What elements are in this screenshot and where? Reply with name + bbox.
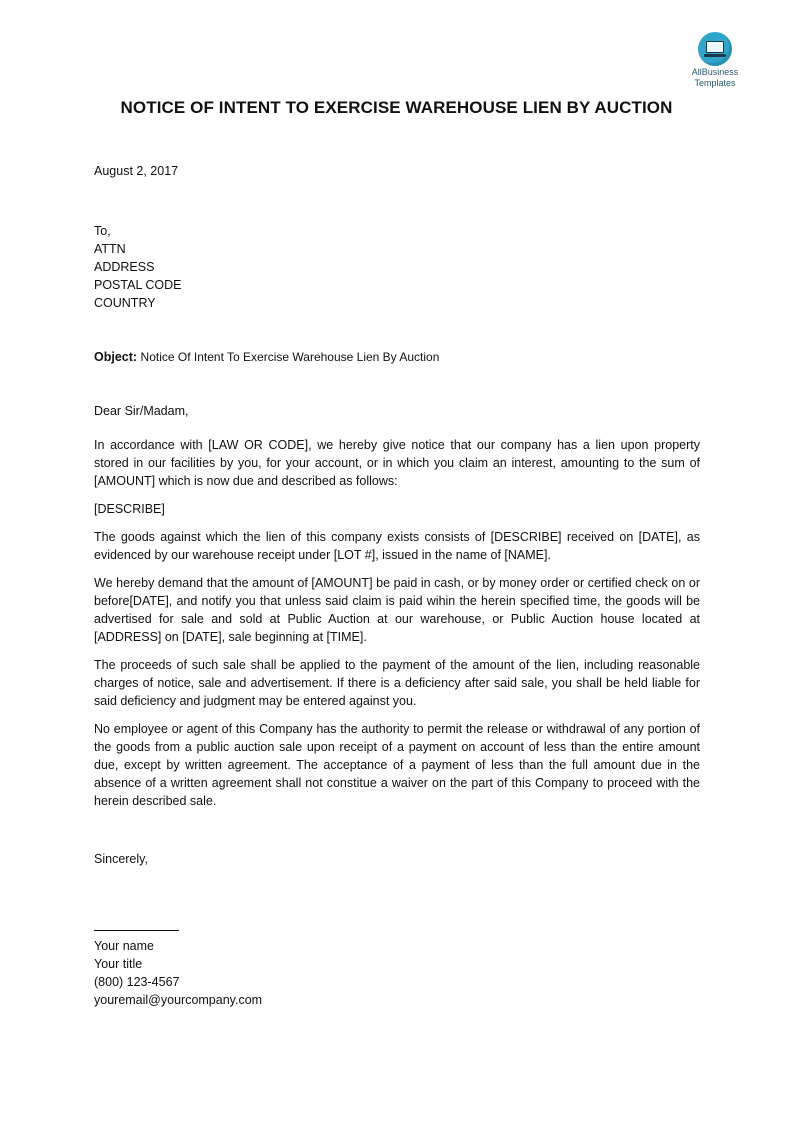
paragraph-goods: The goods against which the lien of this company exists consists of [DESCRIBE] received on [DATE], as evidenced by our warehouse receipt under [LOT #], issued in the name of [NAME]. [94,530,700,562]
paragraph-describe: [DESCRIBE] [94,502,165,516]
object-label: Object: [94,350,138,364]
letter-date: August 2, 2017 [94,164,179,178]
recipient-block [94,222,700,312]
brand-logo [684,32,746,88]
paragraph-lien-notice: In accordance with [LAW OR CODE], we hereby give notice that our company has a lien upon property stored in our facilities by you, for your account, or in which you claim an interest, amounting to the sum of [AMOUNT] which is now due and described as follows: [94,438,700,488]
signature-block [94,937,700,1009]
recipient-postal-code: POSTAL CODE [94,278,182,292]
recipient-attn: ATTN [94,242,126,256]
object-text: Notice Of Intent To Exercise Warehouse Lien By Auction [140,350,440,364]
greeting: Dear Sir/Madam, [94,404,189,418]
signature-line [94,912,179,931]
paragraph-proceeds: The proceeds of such sale shall be applied to the payment of the amount of the lien, including reasonable charges of notice, sale and advertisement. If there is a deficiency after said sale, you shall be held liable for said deficiency and judgment may be entered against you. [94,658,700,708]
recipient-country: COUNTRY [94,296,156,310]
logo-text-line1: AllBusiness [691,67,739,77]
closing: Sincerely, [94,852,148,866]
signature-phone: (800) 123-4567 [94,975,180,989]
signature-name: Your name [94,939,154,953]
signature-title: Your title [94,957,143,971]
recipient-address: ADDRESS [94,260,155,274]
document-title: NOTICE OF INTENT TO EXERCISE WAREHOUSE LIEN BY AUCTION [120,98,673,117]
paragraph-no-employee: No employee or agent of this Company has the authority to permit the release or withdrawal of any portion of the goods from a public auction sale upon receipt of a payment on account of less than the entire amount due, except by written agreement. The acceptance of a payment of less than the full amount due in the absence of a written agreement shall not constitue a waiver on the part of this Company to proceed with the herein described sale. [94,722,700,808]
recipient-to: To, [94,224,111,238]
object-line [94,348,700,366]
laptop-icon [698,32,732,66]
signature-email: youremail@yourcompany.com [94,993,263,1007]
letter-body [94,162,700,1009]
paragraph-demand: We hereby demand that the amount of [AMOUNT] be paid in cash, or by money order or certified check on or before[DATE], and notify you that unless said claim is paid wihin the herein specified time, the goods will be advertised for sale and sold at Public Auction at our warehouse, or Public Auction house located at [ADDRESS] on [DATE], sale beginning at [TIME]. [94,576,700,644]
logo-text-line2: Templates [694,78,736,88]
